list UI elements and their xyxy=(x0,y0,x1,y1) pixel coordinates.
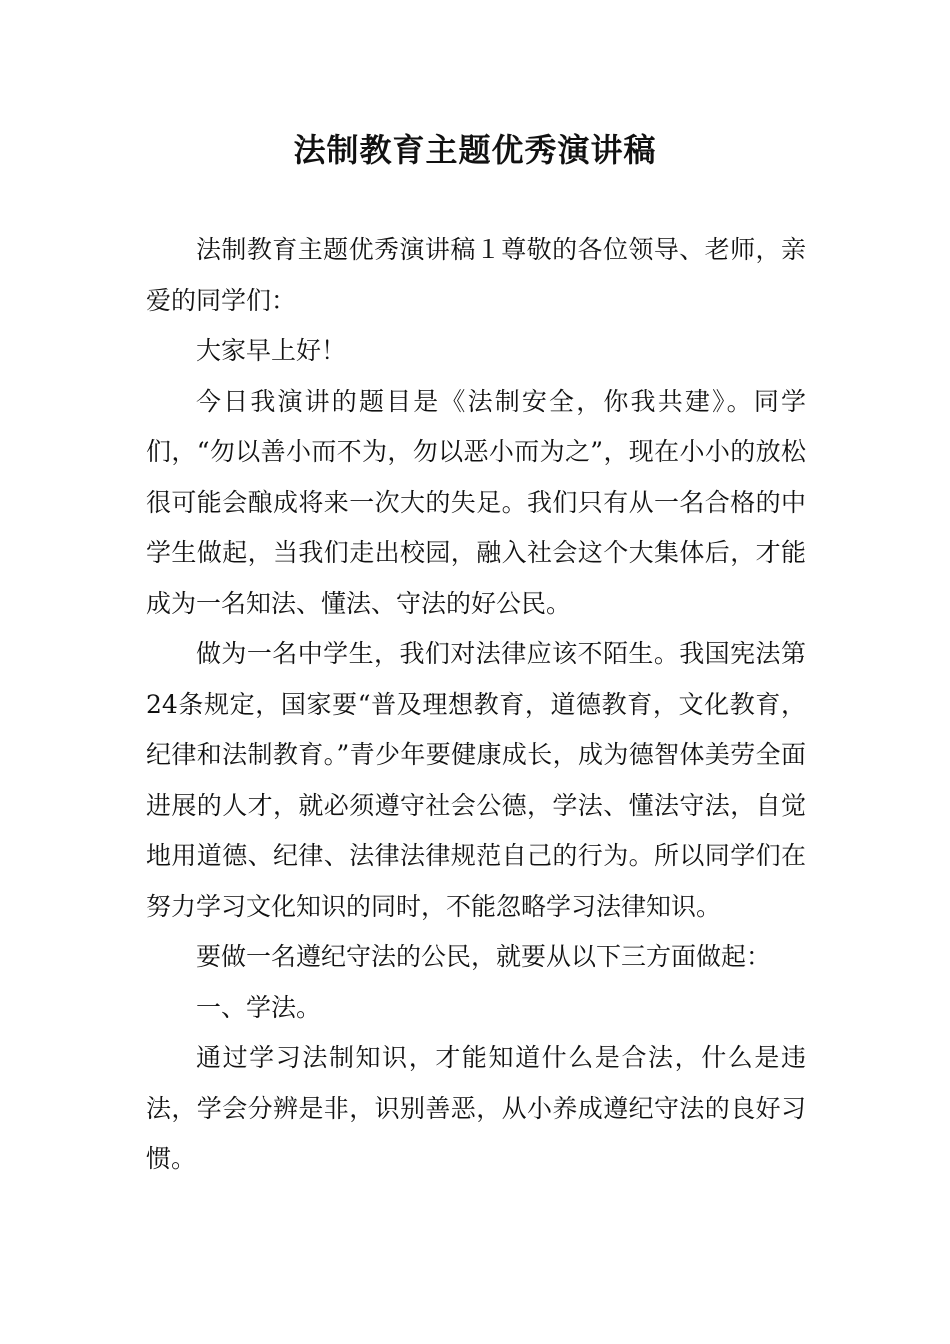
paragraph-learn-law-heading: 一、学法。 xyxy=(196,992,322,1022)
paragraph-learn-law-detail: 通过学习法制知识，才能知道什么是合法，什么是违法，学会分辨是非，识别善恶，从小养成遵纪守法的良好习惯。 xyxy=(146,1043,806,1173)
paragraph-good-morning: 大家早上好！ xyxy=(196,336,347,365)
document-body xyxy=(146,225,806,1185)
paragraph-constitution: 做为一名中学生，我们对法律应该不陌生。我国宪法第24条规定，国家要“普及理想教育，道德教育，文化教育，纪律和法制教育。”青少年要健康成长，成为德智体美劳全面进展的人才，就必须遵守社会公德，学法、懂法守法，自觉地用道德、纪律、法律法律规范自己的行为。所以同学们在努力学习文化知识的同时，不能忽略学习法律知识。 xyxy=(146,639,806,921)
paragraph-three-aspects: 要做一名遵纪守法的公民，就要从以下三方面做起： xyxy=(196,942,772,971)
document-title: 法制教育主题优秀演讲稿 xyxy=(293,131,657,169)
paragraph-greeting: 法制教育主题优秀演讲稿１尊敬的各位领导、老师，亲爱的同学们： xyxy=(146,235,806,315)
paragraph-speech-topic: 今日我演讲的题目是《法制安全，你我共建》。同学们，“勿以善小而不为，勿以恶小而为之”，现在小小的放松很可能会酿成将来一次大的失足。我们只有从一名合格的中学生做起，当我们走出校园，融入社会这个大集体后，才能成为一名知法、懂法、守法的好公民。 xyxy=(146,386,806,618)
